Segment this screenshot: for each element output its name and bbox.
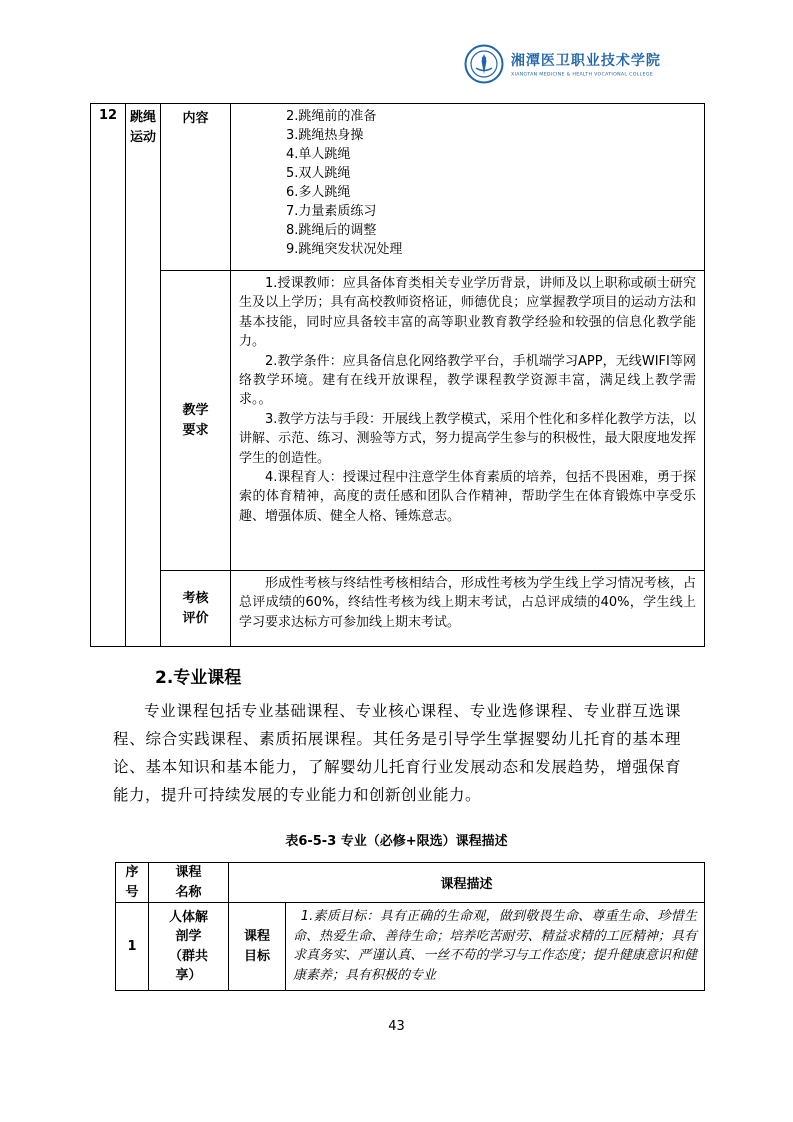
header-no-label: 序号	[125, 865, 139, 900]
course-index-cell: 12	[91, 104, 126, 647]
teaching-requirement-paragraph: 4.课程育人：授课过程中注意学生体育素质的培养，包括不畏困难，勇于探索的体育精神，高度的责任感和团队合作精神，帮助学生在体育锻炼中享受乐趣、增强体质、健全人格、锤炼意志。	[239, 470, 696, 524]
content-list	[239, 107, 696, 259]
college-logo	[464, 44, 693, 84]
list-item: 4.单人跳绳	[286, 147, 351, 162]
row-goal-label: 课程目标	[243, 929, 270, 964]
list-item: 6.多人跳绳	[286, 185, 351, 200]
college-name-cn: 湘潭医卫职业技术学院	[510, 53, 661, 69]
content-label-cell	[161, 104, 231, 271]
college-emblem-icon	[464, 44, 504, 84]
assessment-label-cell	[161, 571, 231, 647]
course-description-table	[115, 862, 705, 991]
list-item: 5.双人跳绳	[286, 166, 351, 181]
table-caption: 表6-5-3 专业（必修+限选）课程描述	[285, 834, 508, 849]
teaching-requirement-paragraph: 2.教学条件：应具备信息化网络教学平台，手机端学习APP，无线WIFI等网络教学环境。建有在线开放课程，教学课程教学资源丰富，满足线上教学需求。。	[239, 353, 696, 408]
row-course-name: 人体解剖学（群共享）	[168, 909, 208, 983]
teaching-requirement-paragraph: 1.授课教师：应具备体育类相关专业学历背景，讲师及以上职称或硕士研究生及以上学历；具有高校教师资格证，师德优良；应掌握教学项目的运动方法和基本技能，同时应具备较丰富的高等职业教育教学经验和较强的信息化教学能力。	[239, 276, 696, 350]
teaching-requirements-label-cell	[161, 271, 231, 571]
teaching-requirement-paragraph: 3.教学方法与手段：开展线上教学模式，采用个性化和多样化教学方法，以讲解、示范、练习、测验等方式，努力提高学生参与的积极性，最大限度地发挥学生的创造性。	[239, 411, 696, 466]
header-no-cell	[116, 863, 149, 903]
section-paragraph: 专业课程包括专业基础课程、专业核心课程、专业选修课程、专业群互选课程、综合实践课程、素质拓展课程。其任务是引导学生掌握婴幼儿托育的基本理论、基本知识和基本能力，了解婴幼儿托育行业发展动态和发展趋势，增强保育能力，提升可持续发展的专业能力和创新创业能力。	[113, 702, 681, 804]
assessment-paragraph: 形成性考核与终结性考核相结合，形成性考核为学生线上学习情况考核，占总评成绩的60%，终结性考核为线上期末考试，占总评成绩的40%，学生线上学习要求达标方可参加线上期末考试。	[239, 576, 696, 630]
assessment-label: 考核评价	[182, 591, 209, 626]
content-label: 内容	[182, 111, 209, 126]
section-heading: 2.专业课程	[155, 668, 242, 688]
list-item: 3.跳绳热身操	[286, 128, 364, 143]
header-desc-cell: 课程描述	[229, 863, 705, 903]
row-index-cell: 1	[116, 903, 149, 991]
page-number: 43	[388, 1019, 405, 1034]
content-list-cell	[231, 104, 705, 271]
row-goal-text-cell: 1.素质目标：具有正确的生命观，做到敬畏生命、尊重生命、珍惜生命、热爱生命、善待生命；培养吃苦耐劳、精益求精的工匠精神；具有求真务实、严谨认真、一丝不苟的学习与工作态度；提升健康意识和健康素养；具有积极的专业	[286, 903, 705, 991]
row-course-name-cell	[149, 903, 229, 991]
teaching-requirements-cell	[231, 271, 705, 571]
course-name-cell	[126, 104, 161, 647]
list-item: 2.跳绳前的准备	[286, 109, 377, 124]
teaching-requirements-label: 教学要求	[182, 403, 209, 438]
course-outline-table	[90, 103, 705, 647]
college-name-en: XIANGTAN MEDICINE & HEALTH VOCATIONAL COLLEGE	[510, 71, 653, 78]
list-item: 8.跳绳后的调整	[286, 223, 377, 238]
college-logo-text	[511, 50, 693, 78]
header-name-cell	[149, 863, 229, 903]
row-goal-label-cell	[229, 903, 286, 991]
list-item: 7.力量素质练习	[286, 204, 377, 219]
header-name-label: 课程名称	[175, 865, 202, 900]
course-name-label: 跳绳运动	[129, 110, 156, 145]
list-item: 9.跳绳突发状况处理	[286, 242, 403, 257]
assessment-cell	[231, 571, 705, 647]
